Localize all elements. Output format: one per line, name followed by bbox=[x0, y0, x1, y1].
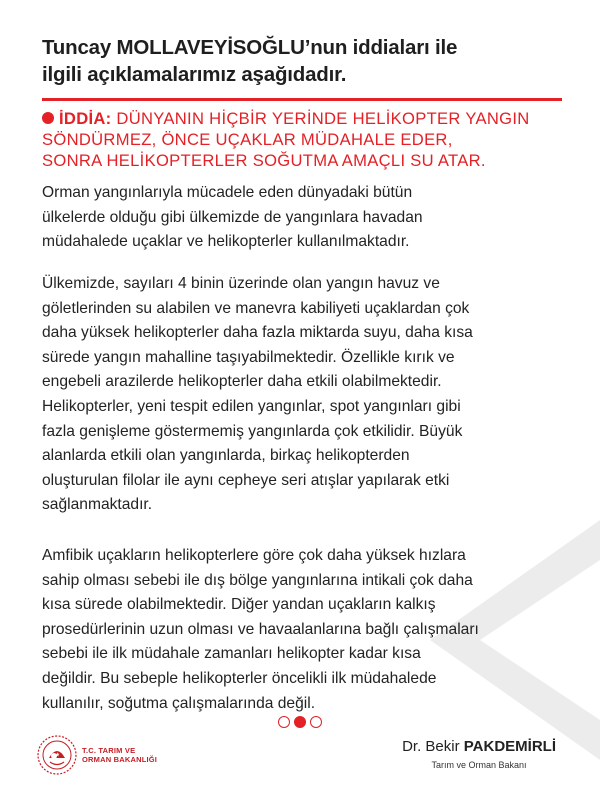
logo-line-1: T.C. TARIM VE bbox=[82, 745, 136, 755]
paragraph-3 bbox=[42, 544, 572, 716]
headline-line: Tuncay MOLLAVEYİSOĞLU’nun iddiaları ile bbox=[42, 36, 458, 59]
paragraph-line: Ülkemizde, sayıları 4 binin üzerinde olan yangın havuz ve bbox=[42, 275, 440, 292]
claim-line-first bbox=[42, 108, 582, 129]
ministry-logo bbox=[36, 734, 157, 776]
pagination-dots bbox=[0, 716, 600, 728]
headline-line: ilgili açıklamalarımız aşağıdadır. bbox=[42, 63, 347, 86]
logo-text bbox=[82, 746, 157, 765]
paragraph-line: engebeli arazilerde helikopterler daha etkili olabilmektedir. bbox=[42, 373, 442, 391]
paragraph-line: oluşturulan filolar ile aynı cepheye seri atışlar yapılarak etki bbox=[42, 471, 450, 489]
paragraph-line: Orman yangınlarıyla mücadele eden dünyadaki bütün bbox=[42, 184, 413, 201]
signature-surname: PAKDEMİRLİ bbox=[463, 738, 556, 755]
claim-line: SONRA HELİKOPTERLER SOĞUTMA AMAÇLI SU ATAR. bbox=[42, 151, 486, 170]
paragraph-line: sağlanmaktadır. bbox=[42, 496, 153, 514]
paragraph-line: değildir. Bu sebeple helikopterler öncelikli ilk müdahalede bbox=[42, 669, 437, 687]
headline bbox=[42, 34, 562, 88]
paragraph-line: prosedürlerinin uzun olması ve havaalanlarına bağlı çalışmaları bbox=[42, 620, 479, 638]
paragraph-line: sebebi ile ilk müdahale zamanları helikopter kadar kısa bbox=[42, 645, 421, 663]
paragraph-line: fazla genişleme göstermemiş yangınlarda çok etkilidir. Büyük bbox=[42, 422, 463, 440]
claim-line: SÖNDÜRMEZ, ÖNCE UÇAKLAR MÜDAHALE EDER, bbox=[42, 130, 453, 149]
claim-label: İDDİA: bbox=[59, 109, 112, 128]
logo-line-2: ORMAN BAKANLIĞI bbox=[82, 755, 158, 764]
paragraph-line: Helikopterler, yeni tespit edilen yangınlar, spot yangınları gibi bbox=[42, 397, 461, 415]
paragraph-line: sürede yangın mahalline taşıyabilmektedir. Özellikle kırık ve bbox=[42, 348, 455, 366]
red-bullet-icon bbox=[42, 112, 54, 124]
ministry-emblem-icon bbox=[36, 734, 78, 776]
paragraph-line: müdahalede uçaklar ve helikopterler kullanılmaktadır. bbox=[42, 233, 410, 251]
signature-name-prefix: Dr. Bekir bbox=[402, 738, 460, 755]
signature-name bbox=[402, 738, 556, 755]
paragraph-1 bbox=[42, 181, 572, 255]
pagination-dot[interactable] bbox=[278, 716, 290, 728]
paragraph-line: daha yüksek helikopterler daha fazla miktarda suyu, daha kısa bbox=[42, 324, 473, 342]
paragraph-line: göletlerinden su alabilen ve manevra kabiliyeti uçaklardan çok bbox=[42, 299, 470, 317]
red-divider bbox=[42, 98, 562, 101]
paragraph-line: kullanılır, soğutma çalışmalarında değil. bbox=[42, 694, 316, 712]
claim-block bbox=[42, 108, 582, 171]
pagination-dot[interactable] bbox=[310, 716, 322, 728]
paragraph-2 bbox=[42, 272, 572, 518]
paragraph-line: kısa sürede olabilmektedir. Diğer yandan uçakların kalkış bbox=[42, 596, 436, 614]
signature-block bbox=[402, 738, 556, 770]
signature-title: Tarım ve Orman Bakanı bbox=[431, 760, 527, 770]
paragraph-line: alanlarda etkili olan yangınlarda, birkaç helikopterden bbox=[42, 447, 410, 465]
pagination-dot-active[interactable] bbox=[294, 716, 306, 728]
paragraph-line: sahip olması sebebi ile dış bölge yangınlarına intikali çok daha bbox=[42, 571, 473, 589]
claim-text: DÜNYANIN HİÇBİR YERİNDE HELİKOPTER YANGIN bbox=[116, 109, 530, 128]
paragraph-line: Amfibik uçakların helikopterlere göre çok daha yüksek hızlara bbox=[42, 547, 466, 564]
paragraph-line: ülkelerde olduğu gibi ülkemizde de yangınlara havadan bbox=[42, 208, 423, 226]
